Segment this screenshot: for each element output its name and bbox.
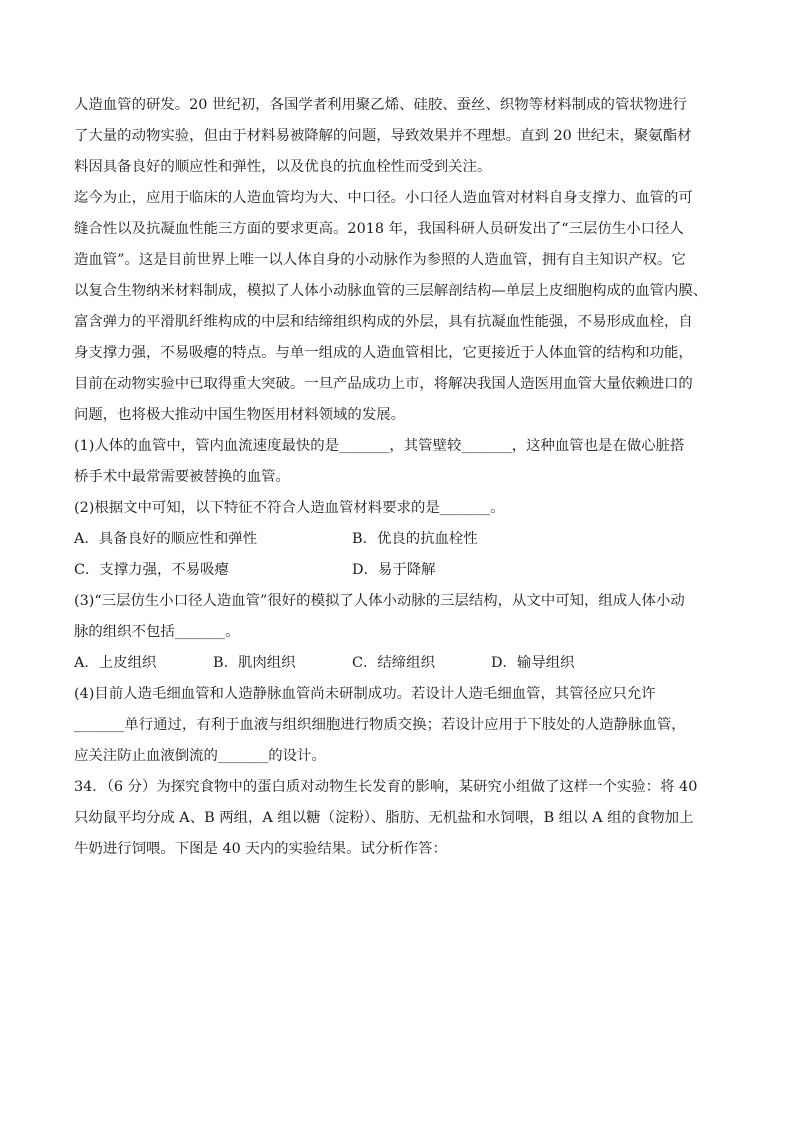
passage-line: 缝合性以及抗凝血性能三方面的要求更高。2018 年，我国科研人员研发出了“三层仿生小口径人 xyxy=(74,221,684,237)
question-34-line: 牛奶进行饲喂。下图是 40 天内的实验结果。试分析作答： xyxy=(74,841,447,857)
question-3-line: (3)“三层仿生小口径人造血管”很好的模拟了人体小动脉的三层结构，从文中可知，组成人体小动 xyxy=(74,593,685,609)
question-34-line: 34．（6 分）为探究食物中的蛋白质对动物生长发育的影响，某研究小组做了这样一个实验：将 40 xyxy=(74,779,698,795)
question-4-line: _______单行通过，有利于血液与组织细胞进行物质交换；若设计应用于下肢处的人造静脉血管， xyxy=(74,717,686,733)
question-2-option-c: C．支撑力强，不易吸瘪 xyxy=(74,562,229,578)
question-2-option-a: A．具备良好的顺应性和弹性 xyxy=(74,531,258,547)
passage-line: 了大量的动物实验，但由于材料易被降解的问题，导致效果并不理想。直到 20 世纪末，聚氨酯材 xyxy=(74,128,692,144)
passage-line: 问题，也将极大推动中国生物医用材料领域的发展。 xyxy=(74,407,405,423)
question-1-line: 桥手术中最常需要被替换的血管。 xyxy=(74,469,290,485)
passage-line: 以复合生物纳米材料制成，模拟了人体小动脉血管的三层解剖结构—单层上皮细胞构成的血管内膜、 xyxy=(74,283,708,299)
question-2-stem: (2)根据文中可知，以下特征不符合人造血管材料要求的是_______。 xyxy=(74,500,505,516)
question-34-line: 只幼鼠平均分成 A、B 两组，A 组以糖（淀粉）、脂肪、无机盐和水饲喂，B 组以 A 组的食物加上 xyxy=(74,810,694,826)
passage-line: 目前在动物实验中已取得重大突破。一旦产品成功上市，将解决我国人造医用血管大量依赖进口的 xyxy=(74,376,693,392)
question-4-line: (4)目前人造毛细血管和人造静脉血管尚未研制成功。若设计人造毛细血管，其管径应只允许 xyxy=(74,686,656,702)
passage-line: 身支撑力强，不易吸瘪的特点。与单一组成的人造血管相比，它更接近于人体血管的结构和功能， xyxy=(74,345,693,361)
question-3-option-a: A．上皮组织 xyxy=(74,655,157,671)
question-1-line: (1)人体的血管中，管内血流速度最快的是_______，其管壁较_______，这种血管也是在做心脏搭 xyxy=(74,438,685,454)
question-2-option-b: B．优良的抗血栓性 xyxy=(352,531,478,547)
question-3-option-d: D．输导组织 xyxy=(491,655,575,671)
passage-line: 人造血管的研发。20 世纪初，各国学者利用聚乙烯、硅胶、蚕丝、织物等材料制成的管状物进行 xyxy=(74,97,687,113)
question-3-option-c: C．结缔组织 xyxy=(352,655,435,671)
question-4-line: 应关注防止血液倒流的_______的设计。 xyxy=(74,748,326,764)
passage-line: 造血管”。这是目前世界上唯一以人体自身的小动脉作为参照的人造血管，拥有自主知识产权。它 xyxy=(74,252,686,268)
passage-line: 料因具备良好的顺应性和弹性，以及优良的抗血栓性而受到关注。 xyxy=(74,159,492,175)
question-2-option-d: D．易于降解 xyxy=(352,562,436,578)
question-3-line: 脉的组织不包括_______。 xyxy=(74,624,240,640)
passage-line: 迄今为止，应用于临床的人造血管均为大、中口径。小口径人造血管对材料自身支撑力、血管的可 xyxy=(74,190,693,206)
question-3-option-b: B．肌肉组织 xyxy=(213,655,296,671)
passage-line: 富含弹力的平滑肌纤维构成的中层和结缔组织构成的外层，具有抗凝血性能强，不易形成血栓，自 xyxy=(74,314,693,330)
